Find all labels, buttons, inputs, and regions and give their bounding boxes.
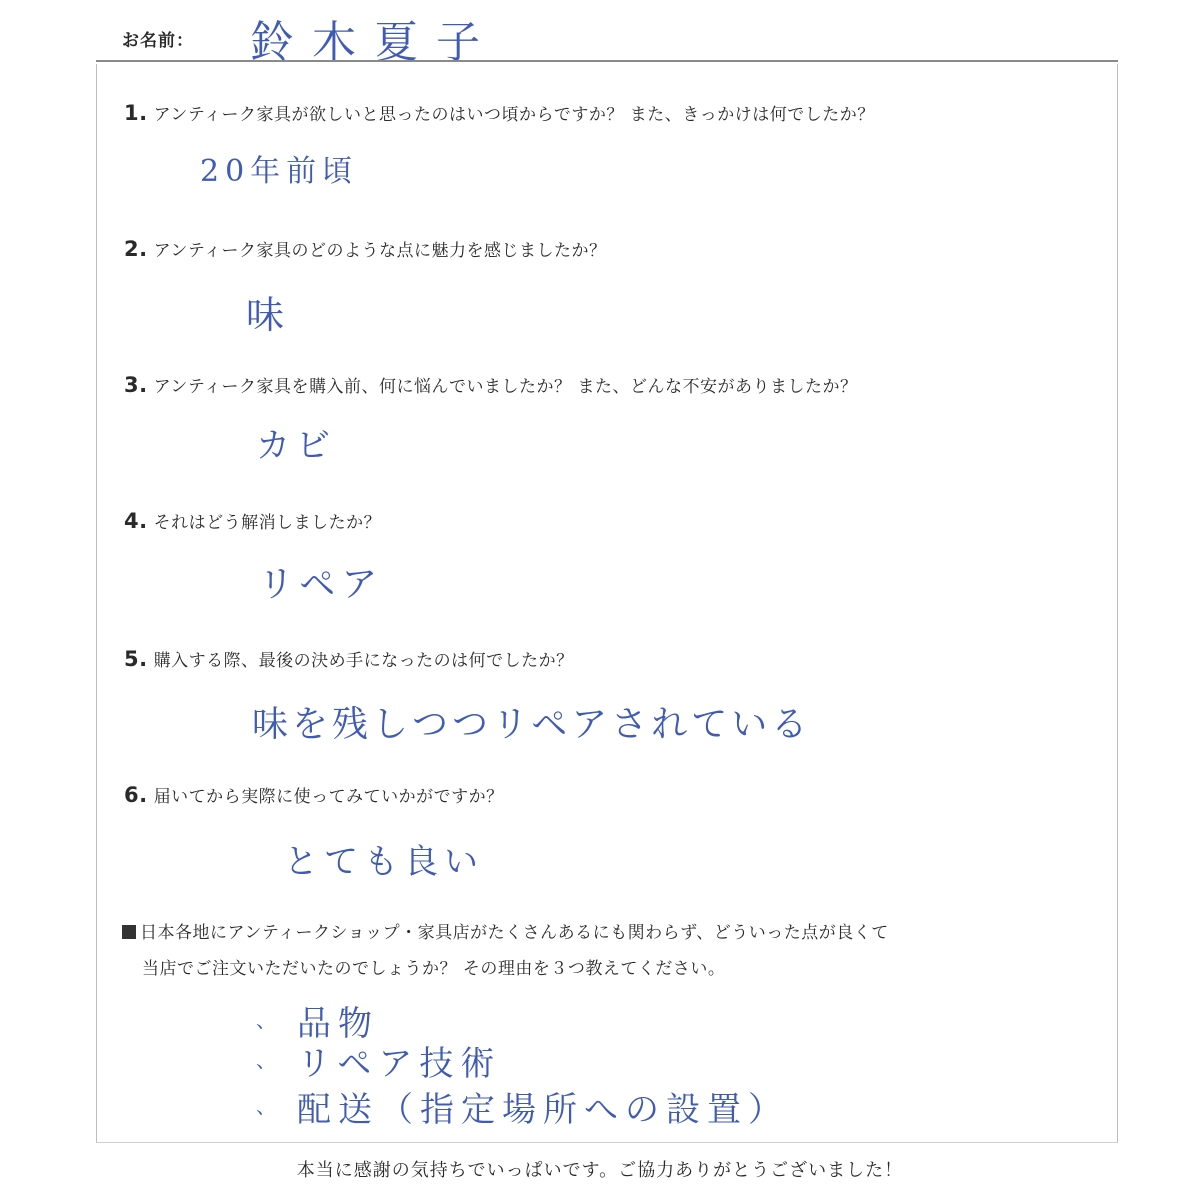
question-5 <box>124 646 574 671</box>
answer-6-handwritten: とても良い <box>284 842 484 882</box>
square-bullet-icon <box>122 925 136 939</box>
answer-5-handwritten: 味を残しつつリペアされている <box>252 704 812 745</box>
reason-item-3-bullet: 、 <box>256 1094 283 1118</box>
question-1-text: アンティーク家具が欲しいと思ったのはいつ頃からですか？ また、きっかけは何でしたか？ <box>153 105 875 125</box>
answer-1-handwritten: 20年前頃 <box>200 154 359 189</box>
reason-item-1-bullet: 、 <box>256 1008 283 1032</box>
question-4-text: それはどう解消しましたか？ <box>153 513 382 533</box>
question-2-number: 2. <box>124 237 148 261</box>
question-6-number: 6. <box>124 783 148 807</box>
question-3-text: アンティーク家具を購入前、何に悩んでいましたか？ また、どんな不安がありましたか？ <box>153 377 858 397</box>
question-2-text: アンティーク家具のどのような点に魅力を感じましたか？ <box>153 241 607 261</box>
name-label: お名前： <box>122 31 194 51</box>
answer-3-handwritten: カビ <box>256 426 336 466</box>
question-5-number: 5. <box>124 647 148 671</box>
reason-question-line-2: 当店でご注文いただいたのでしょうか？ その理由を３つ教えてください。 <box>142 959 726 979</box>
form-box <box>96 64 1118 1143</box>
reason-item-3-text-handwritten: 配送（指定場所への設置） <box>297 1090 789 1130</box>
reason-item-2 <box>256 1036 501 1085</box>
reason-item-2-bullet: 、 <box>256 1048 283 1072</box>
reason-question-line-1 <box>122 918 889 943</box>
question-2 <box>124 236 607 261</box>
reason-item-2-text-handwritten: リペア技術 <box>297 1044 502 1084</box>
question-4-number: 4. <box>124 509 148 533</box>
question-6-text: 届いてから実際に使ってみていかがですか？ <box>153 787 504 807</box>
answer-2-handwritten: 味 <box>246 293 291 337</box>
question-1 <box>124 100 875 125</box>
reason-question-text-1: 日本各地にアンティークショップ・家具店がたくさんあるにも関わらず、どういった点が良くて <box>140 923 889 943</box>
question-3 <box>124 372 857 397</box>
question-1-number: 1. <box>124 101 148 125</box>
reason-item-1-text-handwritten: 品物 <box>297 1004 379 1044</box>
answer-4-handwritten: リペア <box>258 564 384 605</box>
name-value-handwritten: 鈴木夏子 <box>250 17 498 68</box>
question-4 <box>124 508 381 533</box>
question-3-number: 3. <box>124 373 148 397</box>
question-6 <box>124 782 504 807</box>
question-5-text: 購入する際、最後の決め手になったのは何でしたか？ <box>153 651 574 671</box>
name-underline <box>96 60 1118 62</box>
thank-you-message: 本当に感謝の気持ちでいっぱいです。ご協力ありがとうございました！ <box>296 1160 904 1181</box>
reason-item-3 <box>256 1082 789 1131</box>
